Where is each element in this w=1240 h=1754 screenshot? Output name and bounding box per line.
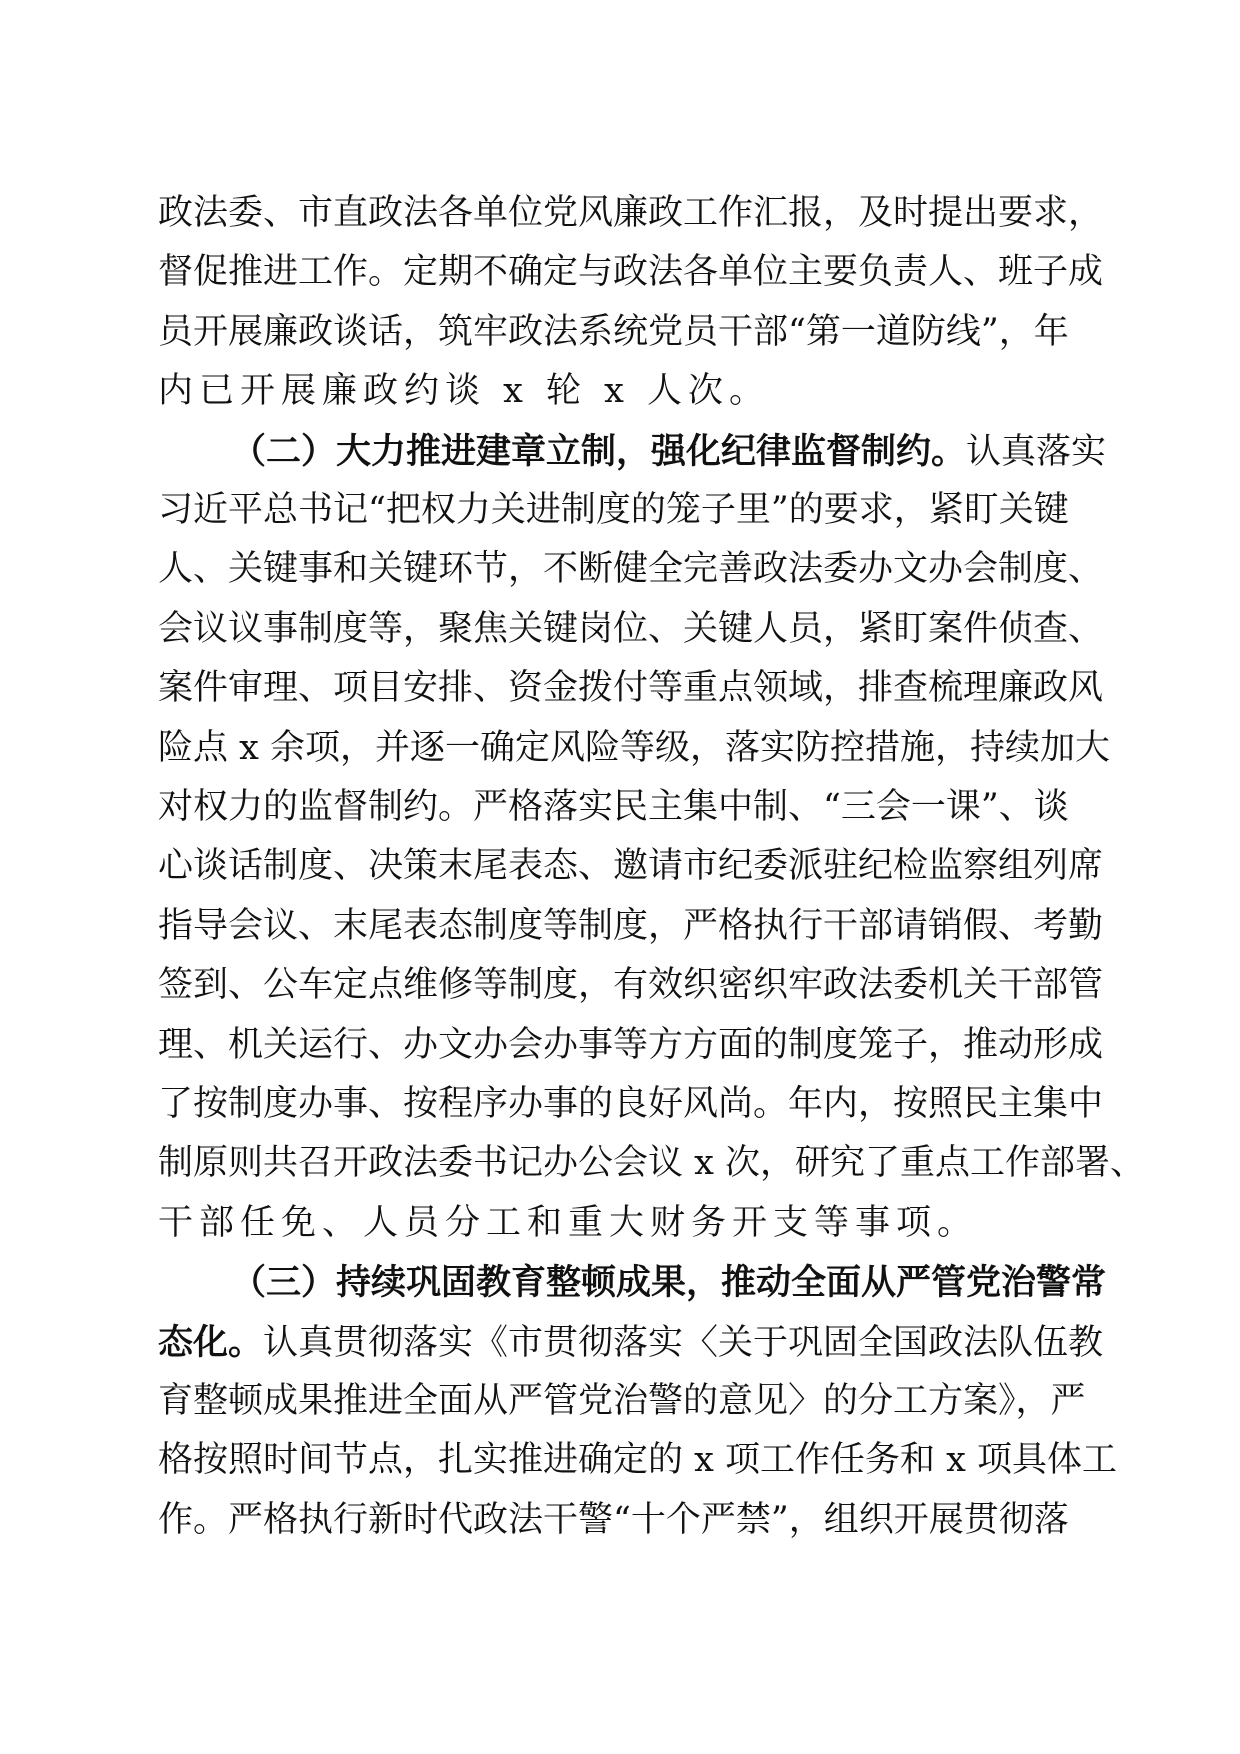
body-text: 了按制度办事、按程序办事的良好风尚。年内，按照民主集中 — [158, 1084, 1104, 1124]
body-text: 认真落实 — [966, 431, 1107, 472]
body-text: 习近平总书记“把权力关进制度的笼子里”的要求，紧盯关键 — [158, 490, 1069, 530]
body-text: 理、机关运行、办文办会办事等方方面的制度笼子，推动形成 — [158, 1024, 1104, 1065]
text-line — [158, 897, 1104, 956]
text-line — [158, 1372, 1086, 1431]
body-text: 指导会议、末尾表态制度等制度，严格执行干部请销假、考勤 — [158, 905, 1104, 946]
text-line — [158, 1194, 1060, 1253]
text-line — [158, 1134, 1145, 1193]
text-line — [158, 719, 1110, 778]
section-heading: （二）大力推进建章立制，强化纪律监督制约。 — [231, 430, 967, 472]
text-line — [158, 659, 1104, 718]
text-line — [158, 303, 1069, 362]
text-line — [158, 1016, 1104, 1075]
text-line — [158, 1313, 1104, 1372]
body-text: 会议议事制度等，聚焦关键岗位、关键人员，紧盯案件侦查、 — [158, 608, 1104, 649]
body-text: 签到、公车定点维修等制度，有效织密织牢政法委机关干部管 — [158, 965, 1104, 1006]
body-text: 格按照时间节点，扎实推进确定的 x 项工作任务和 x 项具体工 — [158, 1440, 1117, 1481]
text-line — [158, 243, 1104, 302]
body-text: 督促推进工作。定期不确定与政法各单位主要负责人、班子成 — [158, 252, 1104, 293]
body-text: 员开展廉政谈话，筑牢政法系统党员干部“第一道防线”，年 — [158, 311, 1069, 352]
body-text: 险点 x 余项，并逐一确定风险等级，落实防控措施，持续加大 — [158, 727, 1110, 768]
text-line — [158, 600, 1104, 659]
text-line — [158, 956, 1104, 1015]
body-text: 作。严格执行新时代政法干警“十个严禁”，组织开展贯彻落 — [158, 1499, 1069, 1540]
body-text: 制原则共召开政法委书记办公会议 x 次，研究了重点工作部署、 — [158, 1143, 1145, 1184]
body-text: 对权力的监督制约。严格落实民主集中制、“三会一课”、谈 — [158, 787, 1069, 827]
text-line — [158, 778, 1069, 837]
section-heading: （三）持续巩固教育整顿成果，推动全面从严管党治警常 — [231, 1262, 1107, 1304]
body-text: 育整顿成果推进全面从严管党治警的意见〉的分工方案》，严 — [158, 1381, 1086, 1421]
body-text: 政法委、市直政法各单位党风廉政工作汇报，及时提出要求， — [158, 193, 1104, 233]
text-line — [158, 1491, 1069, 1550]
body-text: 认真贯彻落实《市贯彻落实〈关于巩固全国政法队伍教 — [263, 1322, 1104, 1363]
text-line — [158, 362, 1060, 421]
body-text: 内已开展廉政约谈 x 轮 x 人次。 — [158, 371, 770, 412]
text-line — [158, 540, 1104, 599]
text-line — [158, 1431, 1117, 1490]
text-line — [158, 184, 1104, 243]
text-line — [158, 837, 1104, 896]
body-text: 干部任免、人员分工和重大财务开支等事项。 — [158, 1202, 979, 1243]
body-text: 心谈话制度、决策末尾表态、邀请市纪委派驻纪检监察组列席 — [158, 846, 1104, 887]
body-text: 人、关键事和关键环节，不断健全完善政法委办文办会制度、 — [158, 549, 1104, 590]
section-heading: 态化。 — [158, 1321, 264, 1363]
text-line — [231, 422, 1107, 481]
text-line — [158, 1075, 1104, 1134]
text-line — [231, 1253, 1107, 1312]
body-text: 案件审理、项目安排、资金拨付等重点领域，排查梳理廉政风 — [158, 668, 1104, 709]
text-line — [158, 481, 1069, 540]
